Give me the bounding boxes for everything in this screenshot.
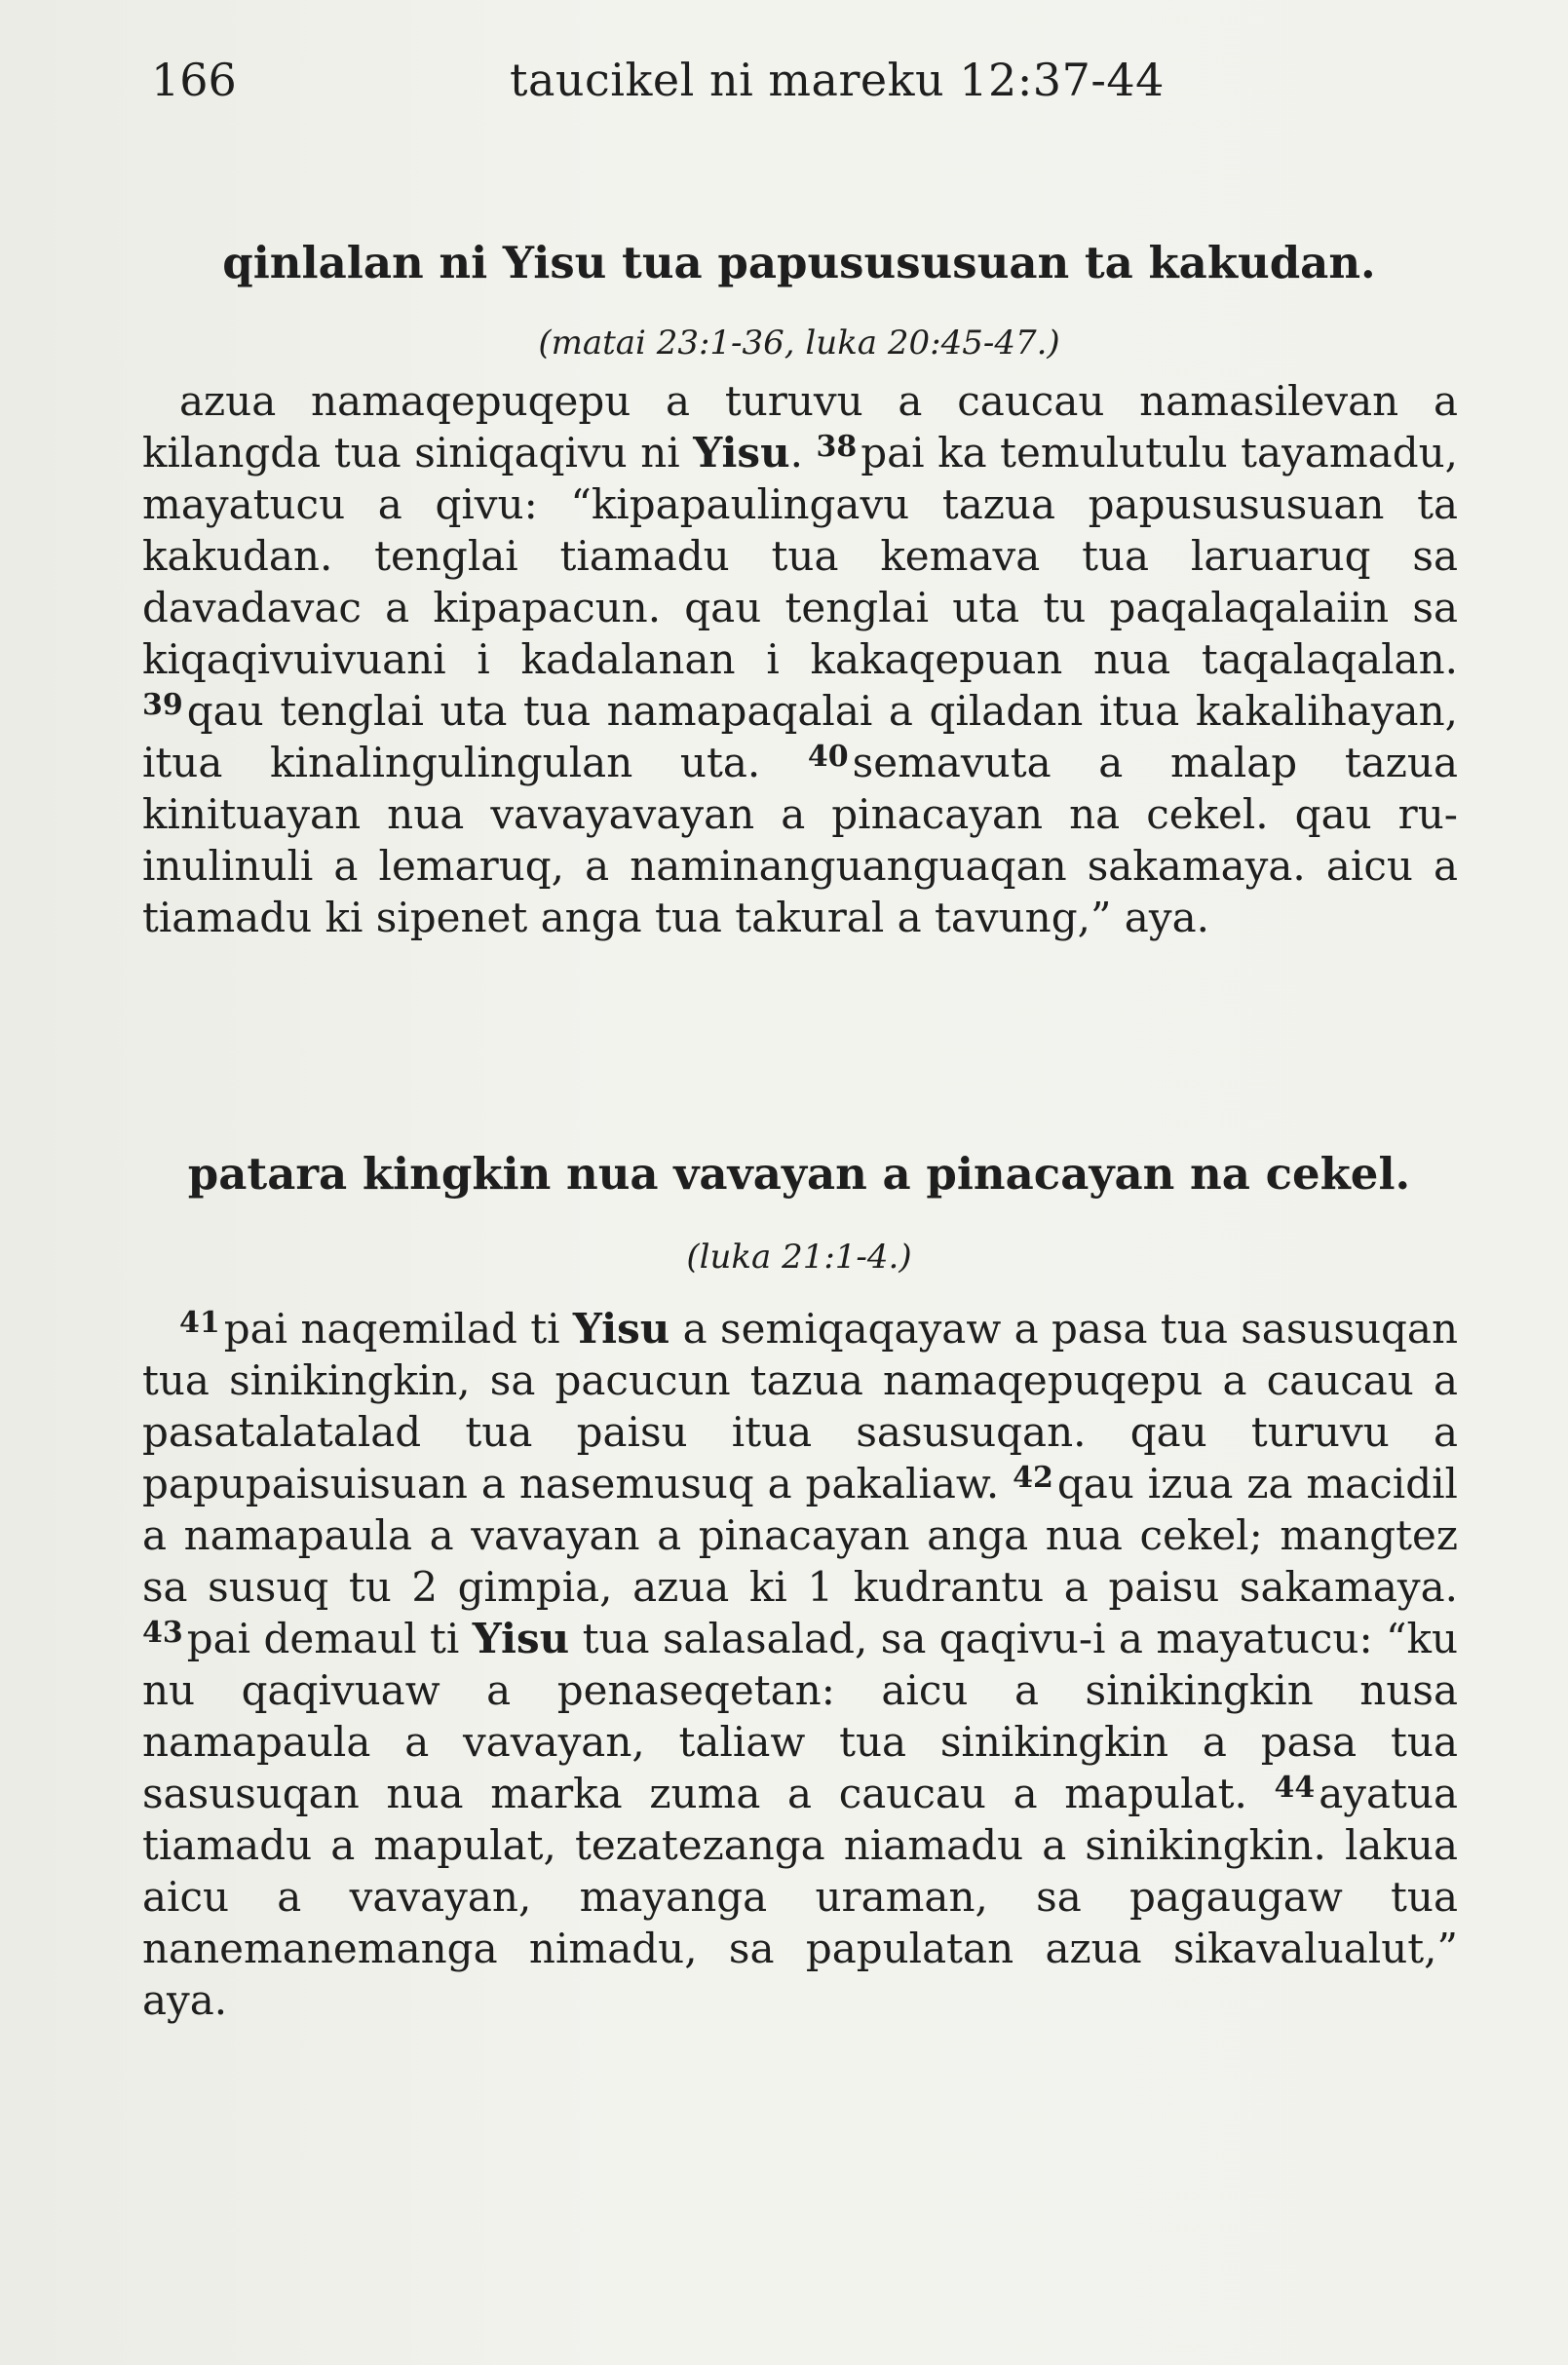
- verse-number: 44: [1274, 1771, 1316, 1805]
- text-run: pai naqemilad ti: [223, 1305, 573, 1353]
- text-run: qau izua za macidil a namapaula a vavayan a pinacayan anga nua cekel; mangtez sa susuq tu 2 gimpia, azua ki 1 kudrantu a paisu sakamaya.: [142, 1460, 1458, 1611]
- verse-number: 39: [142, 688, 183, 722]
- verse-number: 41: [179, 1306, 220, 1340]
- verse-number: 43: [142, 1616, 183, 1650]
- name-emphasis: Yisu: [572, 1305, 670, 1353]
- text-run: qau tenglai uta tua namapaqalai a qiladan itua kakalihayan, itua kinalingulingulan uta.: [142, 687, 1458, 786]
- text-run: semavuta a malap tazua kinituayan nua vavayavayan a pinacayan na cekel. qau ru-inulinuli a lemaruq, a naminanguanguaqan sakamaya. aicu a tiamadu ki sipenet anga tua takural a tavung,” aya.: [142, 739, 1458, 941]
- name-emphasis: Yisu: [693, 429, 790, 477]
- text-run: pai ka temulutulu tayamadu, mayatucu a qivu: “kipapaulingavu tazua papusususuan ta kakudan. tenglai tiamadu tua kemava tua laruaruq sa davadavac a kipapacun. qau tenglai uta tu paqalaqalaiin sa kiqaqivuivuani i kadalanan i kakaqepuan nua taqalaqalan.: [142, 429, 1458, 683]
- running-title: taucikel ni mareku 12:37-44: [510, 54, 1165, 106]
- page-number: 166: [151, 54, 237, 106]
- page-header: [151, 51, 1457, 109]
- text-run: a semiqaqayaw a pasa tua sasusuqan tua sinikingkin, sa pacucun tazua namaqepuqepu a caucau a pasatalatalad tua paisu itua sasusuqan. qau turuvu a papupaisuisuan a nasemusuq a pakaliaw.: [142, 1305, 1458, 1507]
- section-heading-1: qinlalan ni Yisu tua papusususuan ta kakudan.: [222, 237, 1376, 288]
- text-run: .: [789, 429, 817, 477]
- passage-2: [142, 1303, 1458, 2026]
- text-run: tua salasalad, sa qaqivu-i a mayatucu: “ku nu qaqivuaw a penaseqetan: aicu a sinikingkin nusa namapaula a vavayan, taliaw tua sinikingkin a pasa tua sasusuqan nua marka zuma a caucau a mapulat.: [142, 1615, 1459, 1817]
- section-heading-2: patara kingkin nua vavayan a pinacayan na cekel.: [187, 1148, 1411, 1200]
- paragraph: [142, 1303, 1458, 2026]
- passage-1: [142, 375, 1458, 943]
- verse-number: 40: [807, 740, 849, 774]
- text-run: pai demaul ti: [186, 1615, 473, 1662]
- verse-number: 38: [816, 430, 858, 464]
- section-reference-1: (matai 23:1-36, luka 20:45-47.): [538, 324, 1060, 362]
- text-run: azua namaqepuqepu a turuvu a caucau namasilevan a kilangda tua siniqaqivu ni: [142, 377, 1458, 477]
- text-run: ayatua tiamadu a mapulat, tezatezanga niamadu a sinikingkin. lakua aicu a vavayan, mayanga uraman, sa pagaugaw tua nanemanemanga nimadu, sa papulatan azua sikavalualut,” aya.: [142, 1770, 1458, 2024]
- section-reference-2: (luka 21:1-4.): [686, 1238, 912, 1277]
- name-emphasis: Yisu: [472, 1615, 570, 1662]
- verse-number: 42: [1013, 1461, 1053, 1495]
- paragraph: [142, 375, 1458, 943]
